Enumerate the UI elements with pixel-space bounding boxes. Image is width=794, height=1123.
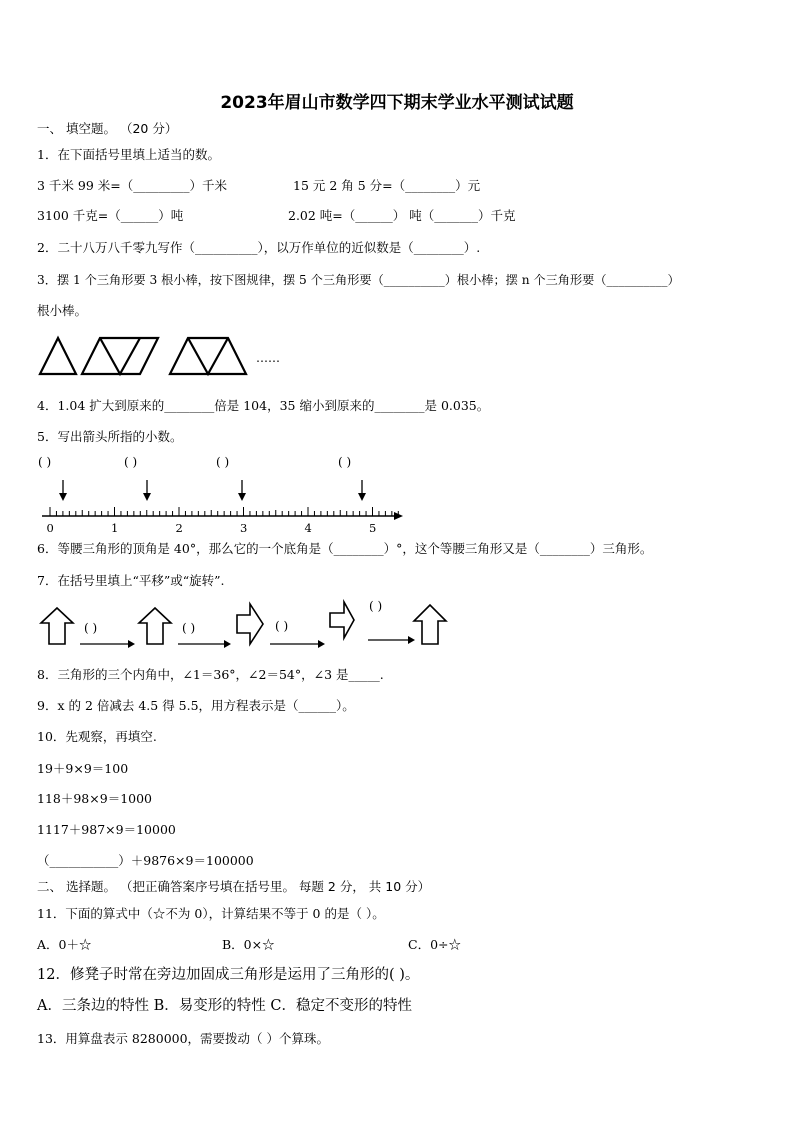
question-1: 1．在下面括号里填上适当的数。 (37, 147, 220, 162)
tick-label: 3 (240, 521, 248, 535)
triangle-1 (40, 338, 76, 374)
continuation-dots: …… (256, 351, 280, 365)
section-2-heading: 二、 选择题。 （把正确答案序号填在括号里。 每题 2 分， 共 10 分） (37, 879, 431, 894)
right-arrow-shape (330, 602, 354, 638)
answer-paren: ( ) (84, 621, 98, 635)
tick-label: 4 (304, 521, 312, 535)
right-arrow-shape (237, 604, 263, 644)
question-12: 12．修凳子时常在旁边加固成三角形是运用了三角形的( )。 (37, 967, 420, 983)
question-1a: 3 千米 99 米=（_________）千米 (37, 178, 228, 193)
tick-label: 5 (369, 521, 377, 535)
equation-3: 1117＋987×9＝10000 (37, 822, 176, 837)
equation-1: 19＋9×9＝100 (37, 761, 129, 776)
option-11b: B．0×☆ (222, 937, 275, 952)
answer-paren: ( ) (369, 599, 383, 613)
up-arrow-shape (139, 608, 171, 644)
answer-paren: ( ) (275, 619, 289, 633)
question-13: 13．用算盘表示 8280000，需要拨动（ ）个算珠。 (37, 1031, 330, 1046)
translation-rotation-figure (38, 596, 448, 656)
up-arrow-shape (414, 605, 446, 644)
answer-paren: ( ) (338, 455, 352, 469)
question-9: 9．x 的 2 倍减去 4.5 得 5.5，用方程表示是（______）。 (37, 698, 355, 713)
triangle-group-3 (170, 338, 246, 374)
option-11c: C．0÷☆ (408, 937, 461, 952)
question-1c: 3100 千克=（______）吨 (37, 208, 184, 223)
section-1-heading: 一、 填空题。 （20 分） (37, 121, 178, 136)
question-1b: 15 元 2 角 5 分=（________）元 (293, 178, 481, 193)
triangles-figure (38, 336, 288, 378)
tick-label: 2 (175, 521, 183, 535)
question-11: 11．下面的算式中（☆不为 0），计算结果不等于 0 的是（ ）。 (37, 906, 385, 921)
tick-label: 0 (46, 521, 54, 535)
answer-paren: ( ) (182, 621, 196, 635)
question-6: 6．等腰三角形的顶角是 40°，那么它的一个底角是（________）°，这个等腰三角形又是（________）三角形。 (37, 541, 653, 556)
question-7: 7．在括号里填上“平移”或“旋转”. (37, 573, 225, 588)
question-5: 5．写出箭头所指的小数。 (37, 429, 183, 444)
question-10: 10．先观察，再填空. (37, 729, 157, 744)
up-arrow-shape (41, 608, 73, 644)
answer-paren: ( ) (216, 455, 230, 469)
tick-label: 1 (111, 521, 119, 535)
page-title: 2023年眉山市数学四下期末学业水平测试试题 (220, 93, 574, 113)
question-2: 2．二十八万八千零九写作（__________），以万作单位的近似数是（________）. (37, 240, 481, 255)
question-4: 4．1.04 扩大到原来的________倍是 104，35 缩小到原来的________是 0.035。 (37, 398, 490, 413)
question-1d: 2.02 吨=（______） 吨（_______）千克 (288, 208, 516, 223)
question-3-cont: 根小棒。 (37, 303, 88, 318)
option-11a: A．0＋☆ (37, 937, 92, 952)
options-12: A．三条边的特性 B．易变形的特性 C．稳定不变形的特性 (37, 998, 412, 1014)
triangle-pair-2 (82, 338, 158, 374)
question-3: 3．摆 1 个三角形要 3 根小棒，按下图规律，摆 5 个三角形要（__________）根小棒；摆 n 个三角形要（__________） (37, 273, 680, 287)
answer-paren: ( ) (124, 455, 138, 469)
number-line-figure (36, 450, 406, 536)
question-8: 8．三角形的三个内角中，∠1＝36°，∠2＝54°，∠3 是_____. (37, 667, 384, 682)
answer-paren: ( ) (38, 455, 52, 469)
equation-4: （___________）＋9876×9＝100000 (37, 853, 254, 868)
equation-2: 118＋98×9＝1000 (37, 791, 153, 806)
